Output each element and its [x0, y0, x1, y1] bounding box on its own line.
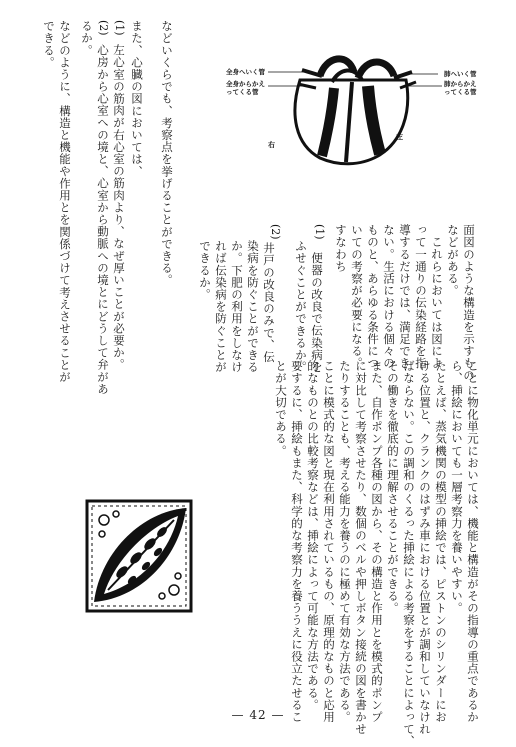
text-line: たとえば、蒸気機関の模型の挿絵では、ピストンのシリンダーにお [434, 360, 448, 723]
text-line: などのように、構造と機能や作用とを関係づけて考えさせることが [58, 20, 72, 383]
text-line: ける位置と、クランクのはずみ車における位置とが調和していなけれ [418, 360, 432, 736]
list-item-line: ふせぐことができるか。 [294, 240, 308, 374]
label-from-body-vessel-2: ってくる管 [226, 88, 259, 96]
leaf-cell-illustration [84, 498, 194, 614]
label-from-lung-vessel-2: ってくる管 [444, 88, 477, 96]
list-marker: (1) [113, 20, 126, 36]
text-line: ない。生活における個々の [382, 224, 396, 370]
text-line: などいくらでも、考察点を挙げることができる。 [160, 20, 174, 287]
text-line: 要するに、挿絵もまた、科学的な考察力を養ううえに役立たせるこ [290, 360, 304, 723]
list-marker: (2) [97, 20, 110, 36]
text-line: また、心臓の図においては、 [130, 20, 144, 178]
list-item-line: 井戸の改良のみで、伝 [262, 242, 276, 363]
text-line: ことに物化単元においては、機能と構造がその指導の重点であるか [466, 360, 480, 723]
text-line: ばならない。この調和のくるった挿絵による考察をすることによって、 [402, 360, 416, 747]
text-line: これらにおいては図によ [430, 236, 444, 370]
text-line: などがある。 [446, 224, 460, 297]
list-item-line: できるか。 [198, 240, 212, 301]
list-item-line: 染病を防ぐことができる [246, 240, 260, 374]
text-line: ことに模式的な図と現在利用されているもの、原理的なものと応用 [322, 360, 336, 723]
text-line: 導するだけでは、満足でき [398, 224, 412, 370]
list-item-line: れば伝染病を防ぐことが [214, 240, 228, 374]
list-item-line: 左心室の筋肉が右心室の筋肉より、なぜ厚いことが必要か。 [112, 44, 126, 371]
label-right-side: 右 [268, 140, 275, 149]
heart-diagram [262, 52, 462, 172]
label-to-lung-vessel: 肺へいく管 [444, 70, 477, 78]
text-line: いての考察が必要になる。 [350, 224, 364, 370]
list-item-line: 便器の改良で伝染病を [310, 252, 324, 373]
text-line: に対比して考察させたり、数個のベルや押しボタン接続の図を書かせ [354, 360, 368, 736]
label-from-body-vessel-1: 全身からかえ [226, 80, 265, 88]
label-left-side: 左 [396, 132, 403, 141]
page-number: — 42 — [231, 708, 285, 722]
text-line: 的なものとの比較考察などは、挿絵によって可能な方法である。 [306, 360, 320, 711]
text-line: 面図のような構造を示すもの [462, 224, 476, 382]
label-to-body-vessel: 全身へいく管 [226, 68, 265, 76]
label-from-lung-vessel-1: 肺からかえ [444, 80, 477, 88]
text-line: たりすることも、考える能力を養うのに極めて有効な方法である。 [338, 360, 352, 723]
list-item-line: か。下肥の利用をしなけ [230, 240, 244, 374]
list-item-line: 心房から心室への境と、心室から動脈への境とにどうして弁があ [96, 44, 110, 395]
text-line: その働きを徹底的に理解させることができる。 [386, 360, 400, 615]
text-line: また、自作ポンプ各種の図から、その構造と作用とを模式的ポンプ [370, 360, 384, 723]
text-line: って一通りの伝染経路を指 [414, 224, 428, 370]
text-line: とが大切である。 [274, 360, 288, 457]
list-marker: (2) [269, 224, 282, 240]
text-line: できる。 [42, 20, 56, 69]
text-line: ら、挿絵においても一層考察力を養いやすい。 [450, 360, 464, 615]
text-line: ものと、あらゆる条件につ [366, 224, 380, 370]
text-line: すなわち [334, 224, 348, 273]
list-item-line: るか。 [80, 20, 94, 57]
list-marker: (1) [313, 224, 326, 240]
